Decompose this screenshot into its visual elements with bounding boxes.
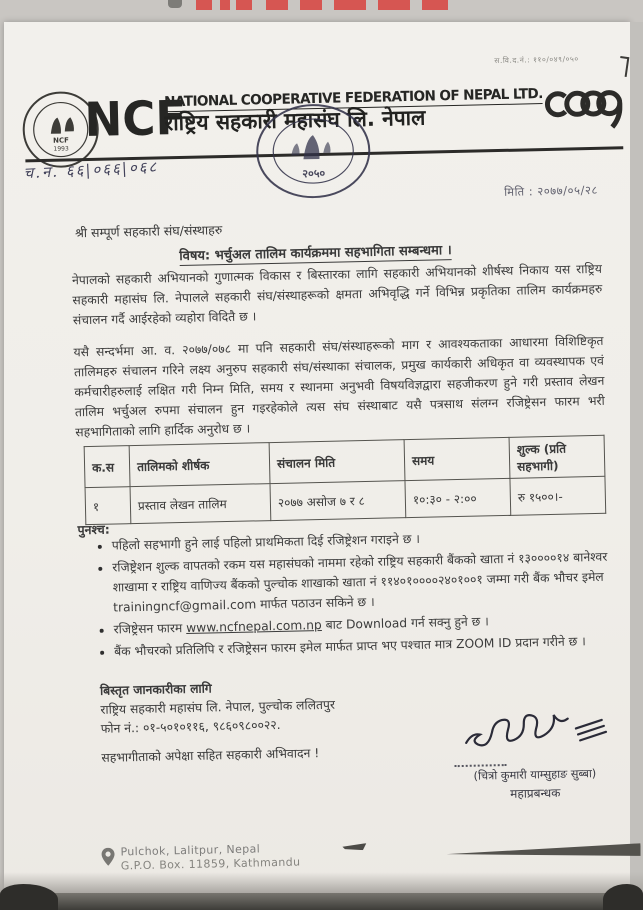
signature-mark <box>457 700 618 771</box>
org-name-nepali: राष्ट्रिय सहकारी महासंघ लि. नेपाल <box>164 105 426 136</box>
table-header-cell: शुल्क (प्रति सहभागी) <box>509 435 605 478</box>
scan-corner-shadow-right <box>603 884 643 910</box>
table-cell: १ <box>85 487 131 525</box>
postscript-list <box>94 524 635 664</box>
letter-date: मिति : २०७७/०५/२८ <box>504 182 598 199</box>
logo-year-text: 1993 <box>53 145 69 153</box>
contact-heading: बिस्तृत जानकारीका लागि <box>99 681 212 698</box>
org-name-english: NATIONAL COOPERATIVE FEDERATION OF NEPAL LTD. <box>163 86 543 111</box>
table-header-cell: क.स <box>84 446 130 488</box>
table-cell: रु १५००।- <box>510 476 606 515</box>
coop-logo <box>544 85 623 137</box>
training-table <box>84 435 607 525</box>
bullet-text: रजिष्ट्रेशन शुल्क वापतको रकम यस महासंघको नाममा रहेको राष्ट्रिय सहकारी बैंकको खाता नं १३००००१४ बानेश्वर शाखामा र राष्ट्रिय वाणिज्य बैंकको पुल्चोक शाखाको खाता नं ११४०१००००२४०१००१ जम्मा गरी बैंक भौचर इमेल trainingncf@gmail.com मार्फत पठाउन सकिने छ । <box>112 549 608 615</box>
table-cell: प्रस्ताव लेखन तालिम <box>130 484 271 524</box>
footer-small-mark <box>342 843 366 851</box>
footer-address-line-2: G.P.O. Box. 11859, Kathmandu <box>120 855 301 873</box>
bullet-text: बाट Download गर्न सक्नु हुने छ । <box>321 614 490 632</box>
signatory-designation: महाप्रबन्धक <box>510 785 561 801</box>
table-header-cell: समय <box>404 437 510 480</box>
stamp-year: २०५० <box>302 166 326 181</box>
logo-ncf-text: NCF <box>52 136 69 145</box>
bullet-link-text: www.ncfnepal.com.np <box>186 618 322 635</box>
contact-org-line: राष्ट्रिय सहकारी महासंघ लि. नेपाल, पुल्चोक ललितपुर <box>100 697 336 717</box>
bullet-text: बैंक भौचरको प्रतिलिपि र रजिष्ट्रेसन फारम इमेल मार्फत प्राप्त भए पश्चात मात्र ZOOM ID प्रदान गरीने छ । <box>113 634 586 659</box>
round-stamp <box>252 100 374 207</box>
recipient-line: श्री सम्पूर्ण सहकारी संघ/संस्थाहरु <box>74 222 223 241</box>
reference-number: च.नं. ६६|०६६|०६८ <box>23 157 159 183</box>
signatory-name: (चित्रो कुमारी याम्सुहाङ सुब्बा) <box>473 767 597 783</box>
location-pin-icon <box>101 848 114 870</box>
table-header-cell: तालिमको शीर्षक <box>129 443 270 487</box>
subject-line: विषय: भर्चुअल तालिम कार्यक्रममा सहभागिता सम्बन्धमा । <box>179 243 452 265</box>
contact-phone-line: फोन नं.: ०१-५०१०११६, ९८६०९८००२२. <box>100 717 281 736</box>
table-header-cell: संचालन मिति <box>269 440 405 484</box>
postscript-bullet <box>112 546 633 617</box>
scan-bottom-shade <box>0 872 643 894</box>
body-paragraph-2: यसै सन्दर्भमा आ. व. २०७७/०७८ मा पनि सहकारी संघ/संस्थाहरूको माग र आवश्यकताका आधारमा विशिष्टिकृत तालिमहरु संचालन गरिने लक्ष्य अनुरुप सहकारी संघ/संस्थाका संचालक, प्रमुख कार्यकारी अधिकृत वा व्यवस्थापक एवं कर्मचारीहरुलाई लक्षित गरी निम्न मिति, समय र स्थानमा अनुभवी विषयविज्ञद्वारा सहजीकरण हुने गरी प्रस्ताव लेखन तालिम भर्चुअल रुपमा संचालन हुन गइरहेकोले त्यस संघ संस्थाबाट यसै पत्रसाथ संलग्न रजिष्ट्रेसन फारम भरी सहभागिताको लागि हार्दिक अनुरोध छ । <box>73 333 605 440</box>
footer-address-line-1: Pulchok, Lalitpur, Nepal <box>120 842 261 859</box>
footer-swoosh <box>446 842 640 861</box>
scan-bottom-band <box>0 893 643 910</box>
contact-block <box>100 677 336 739</box>
bullet-text: पहिलो सहभागी हुने लाई पहिलो प्राथमिकता दिई रजिष्ट्रेशन गराइने छ । <box>111 531 421 553</box>
registration-number: स.वि.द.नं.: ११०/०४९/०५० <box>494 54 579 66</box>
postscript-label: पुनश्च: <box>77 521 110 538</box>
closing-salutation: सहभागीताको अपेक्षा सहित सहकारी अभिवादन ! <box>101 746 320 765</box>
body-paragraph-1: नेपालको सहकारी अभियानको गुणात्मक विकास र बिस्तारका लागि सहकारी अभियानको शीर्षस्थ निकाय यस राष्ट्रिय सहकारी महासंघ लि. नेपालले सहकारी संघ/संस्थाहरूको क्षमता अभिवृद्धि गर्ने विभिन्न प्रकृतिका तालिम कार्यक्रमहरु संचालन गर्दै आईरहेको व्यहोरा विदितै छ । <box>71 261 603 328</box>
table-cell: १०:३० - २:०० <box>405 478 511 517</box>
ncf-abbreviation: NCF <box>83 90 187 149</box>
table-cell: २०७७ असोज ७ र ८ <box>270 481 406 521</box>
bullet-text: रजिष्ट्रेसन फारम <box>113 620 187 637</box>
